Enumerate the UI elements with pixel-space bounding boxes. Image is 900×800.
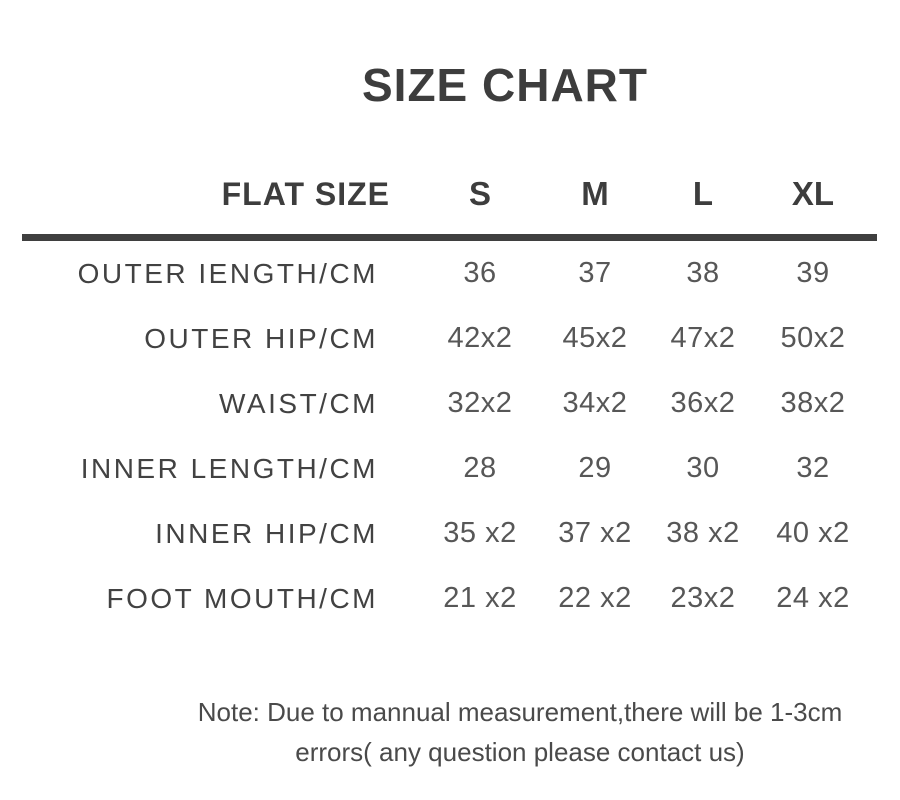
cell-value: 35 x2 — [443, 517, 517, 549]
size-table — [0, 164, 870, 631]
table-row-waist — [0, 371, 870, 436]
measurement-note — [0, 692, 900, 772]
row-label: OUTER IENGTH/CM — [77, 257, 378, 289]
cell-value: 38 — [686, 257, 720, 289]
table-row-foot-mouth — [0, 566, 870, 631]
note-line-1: Note: Due to mannual measurement,there will be 1-3cm — [197, 697, 843, 727]
cell-value: 28 — [463, 452, 497, 484]
row-label: INNER HIP/CM — [155, 517, 378, 549]
cell-value: 30 — [686, 452, 720, 484]
cell-value: 38x2 — [780, 387, 846, 419]
header-size-s: S — [468, 175, 491, 212]
cell-value: 37 x2 — [558, 517, 632, 549]
table-row-inner-hip — [0, 501, 870, 566]
cell-value: 32 — [796, 452, 830, 484]
cell-value: 38 x2 — [666, 517, 740, 549]
cell-value: 39 — [796, 257, 830, 289]
table-row-inner-length — [0, 436, 870, 501]
table-row-outer-hip — [0, 306, 870, 371]
row-label: FOOT MOUTH/CM — [106, 582, 378, 614]
note-line-2: errors( any question please contact us) — [295, 737, 745, 767]
cell-value: 23x2 — [670, 582, 736, 614]
table-row-outer-length — [0, 241, 870, 306]
table-header-row — [0, 164, 870, 224]
header-size-m: M — [581, 175, 609, 212]
header-size-l: L — [692, 175, 714, 212]
cell-value: 40 x2 — [776, 517, 850, 549]
header-divider-line — [22, 234, 877, 241]
row-label: WAIST/CM — [219, 387, 378, 419]
header-size-xl: XL — [791, 175, 835, 212]
header-flat-size: FLAT SIZE — [221, 175, 390, 212]
cell-value: 32x2 — [447, 387, 513, 419]
cell-value: 36x2 — [670, 387, 736, 419]
cell-value: 22 x2 — [558, 582, 632, 614]
cell-value: 50x2 — [780, 322, 846, 354]
row-label: OUTER HIP/CM — [144, 322, 378, 354]
cell-value: 47x2 — [670, 322, 736, 354]
cell-value: 36 — [463, 257, 497, 289]
page-title: SIZE CHART — [362, 59, 648, 111]
cell-value: 34x2 — [562, 387, 628, 419]
cell-value: 21 x2 — [443, 582, 517, 614]
cell-value: 45x2 — [562, 322, 628, 354]
cell-value: 42x2 — [447, 322, 513, 354]
cell-value: 29 — [578, 452, 612, 484]
row-label: INNER LENGTH/CM — [80, 452, 378, 484]
cell-value: 37 — [578, 257, 612, 289]
cell-value: 24 x2 — [776, 582, 850, 614]
